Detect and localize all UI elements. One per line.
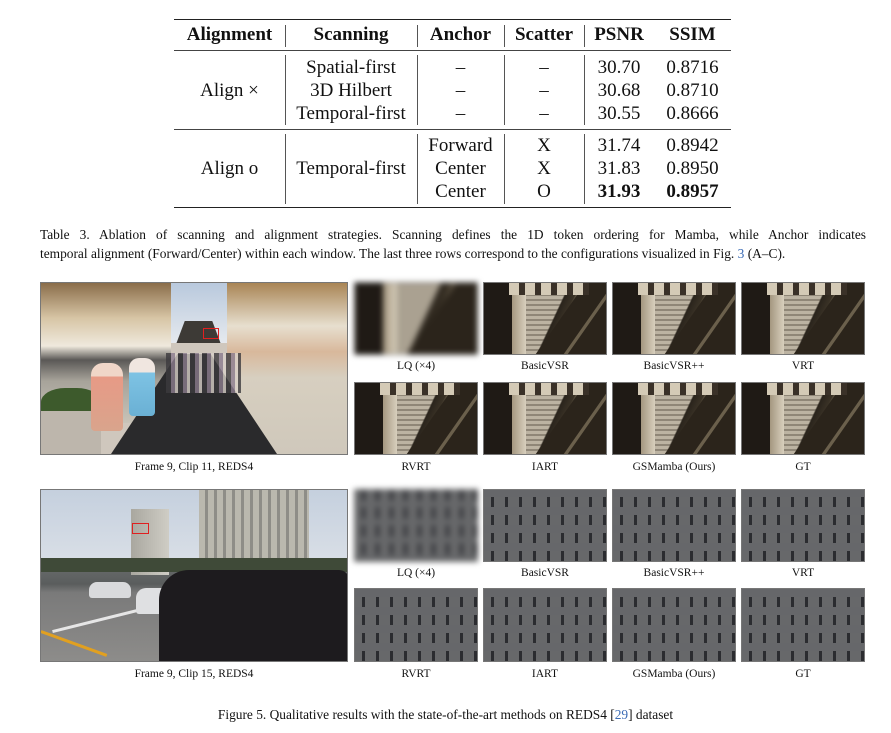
cell-ssim-best: 0.8957 [666,181,719,202]
cell-scatter: X [537,135,551,156]
cell-ssim: 0.8666 [666,103,719,124]
group-label-align-x: Align × [200,80,259,101]
cell-ssim: 0.8716 [666,57,719,78]
cell-psnr: 30.68 [597,80,641,101]
cell-anchor: Center [435,181,486,202]
crop-rvrt [354,588,478,662]
cell-ssim: 0.8710 [666,80,719,101]
figure-caption [0,705,891,724]
yellow-lane-line [40,630,107,657]
crop-label: GT [795,461,811,473]
crop-lq [354,489,478,562]
citation-link[interactable]: 29 [614,707,629,722]
frame-label: Frame 9, Clip 11, REDS4 [134,461,254,473]
crop-vrt [741,282,865,355]
zoom-region-box [203,328,219,339]
cell-scanning: Spatial-first [306,57,396,78]
crop-label: LQ (×4) [396,360,436,372]
caption-text: temporal alignment (Forward/Center) within each window. The last three rows correspond to the configurations visualized in Fig. [40,246,738,261]
crop-label: IART [531,668,559,680]
table-bottom-rule [174,207,731,208]
cell-ssim: 0.8942 [666,135,719,156]
crop-basicvsr [483,282,607,355]
crop-label: IART [531,461,559,473]
cell-scanning: 3D Hilbert [310,80,392,101]
crop-label: GSMamba (Ours) [632,668,716,680]
crop-iart [483,588,607,662]
crop-basicvsrpp [612,282,736,355]
crop-label: BasicVSR++ [643,567,705,579]
caption-text: (A–C). [744,246,786,261]
cell-scanning: Temporal-first [296,158,406,179]
cell-scatter: – [539,103,549,124]
crop-label: GT [795,668,811,680]
caption-text: ] dataset [628,707,674,722]
cell-anchor: – [455,57,466,78]
frame-label: Frame 9, Clip 15, REDS4 [134,668,254,680]
header-scatter: Scatter [514,24,574,45]
crop-gsmamba [612,588,736,662]
table-caption [40,225,866,263]
cell-psnr: 30.55 [597,103,641,124]
cell-anchor: – [455,103,466,124]
zoom-region-box [132,523,149,534]
crop-label: VRT [791,360,815,372]
crop-iart [483,382,607,455]
crop-label: GSMamba (Ours) [632,461,716,473]
crop-basicvsrpp [612,489,736,562]
figure-reference-link[interactable]: 3 [737,246,745,261]
crop-vrt [741,489,865,562]
cell-anchor: – [455,80,466,101]
cell-psnr: 31.83 [597,158,641,179]
person-pink-hanbok [91,363,123,431]
header-ssim: SSIM [669,24,716,45]
car [89,582,131,598]
crowd [166,353,241,393]
crop-basicvsr [483,489,607,562]
caption-text: Figure 5. Qualitative results with the state-of-the-art methods on REDS4 [ [217,707,615,722]
crop-gt [741,382,865,455]
crop-label: BasicVSR [521,567,569,579]
header-anchor: Anchor [429,24,492,45]
cell-psnr-best: 31.93 [597,181,641,202]
cell-scanning: Temporal-first [296,103,406,124]
frame-image-clip-11 [40,282,348,455]
person-blue-hanbok [129,358,155,416]
cell-scatter: – [539,57,549,78]
header-alignment: Alignment [186,24,273,45]
cell-anchor: Forward [428,135,493,156]
cell-psnr: 30.70 [597,57,641,78]
crop-rvrt [354,382,478,455]
crop-label: LQ (×4) [396,567,436,579]
cell-ssim: 0.8950 [666,158,719,179]
table-header-rule [174,50,731,51]
table-group-rule [174,129,731,130]
table-top-rule [174,19,731,20]
crop-label: RVRT [401,461,431,473]
crop-label: VRT [791,567,815,579]
cell-scatter: – [539,80,549,101]
group-label-align-o: Align o [200,158,259,179]
cell-anchor: Center [435,158,486,179]
table-caption-line-2 [40,246,785,261]
header-scanning: Scanning [313,24,389,45]
table-caption-line-1: Table 3. Ablation of scanning and alignment strategies. Scanning defines the 1D token ordering for Mamba, while Anchor indicates [40,227,866,242]
cell-scatter: X [537,158,551,179]
cell-psnr: 31.74 [597,135,641,156]
crop-label: BasicVSR [521,360,569,372]
crop-gsmamba [612,382,736,455]
crop-label: BasicVSR++ [643,360,705,372]
suv [159,570,348,662]
header-psnr: PSNR [594,24,644,45]
crop-gt [741,588,865,662]
frame-image-clip-15 [40,489,348,662]
cell-scatter: O [537,181,551,202]
crop-label: RVRT [401,668,431,680]
crop-lq [354,282,478,355]
